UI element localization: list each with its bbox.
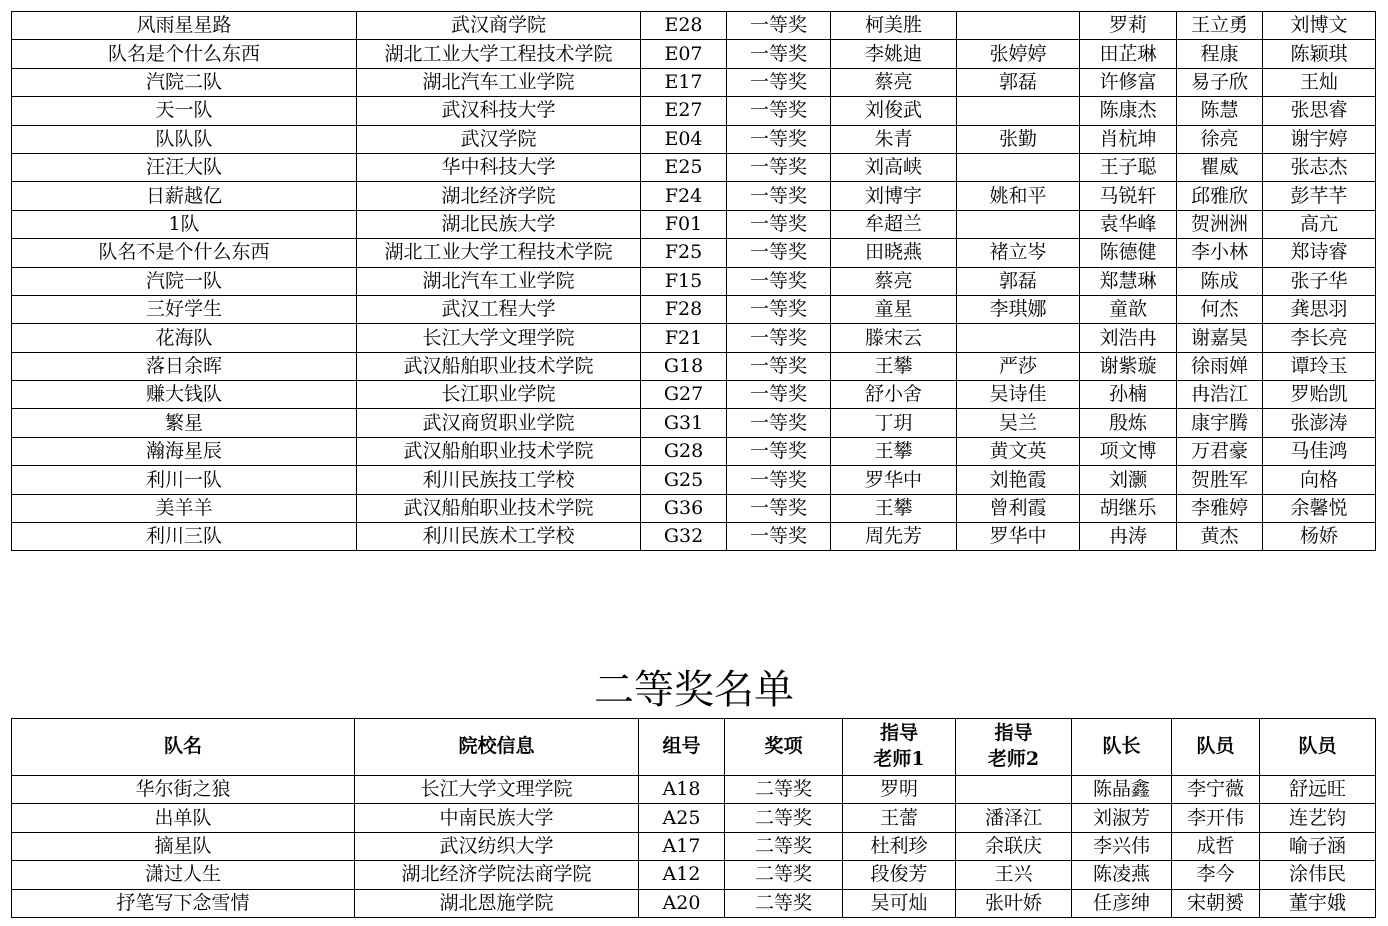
table-cell: 许修富 (1080, 68, 1177, 96)
table-cell: 曾利霞 (957, 494, 1080, 522)
table-cell: E28 (641, 12, 727, 40)
table-row (12, 466, 1376, 494)
column-header: 指导 老师1 (843, 719, 956, 776)
table-cell: 天一队 (12, 97, 357, 125)
table-row (12, 352, 1376, 380)
table-cell: G32 (641, 523, 727, 551)
table-cell: 冉浩江 (1177, 381, 1263, 409)
table-cell: 王蕾 (843, 804, 956, 832)
table-cell: 长江大学文理学院 (355, 776, 639, 804)
table-cell: F28 (641, 295, 727, 323)
table-cell: 牟超兰 (831, 210, 957, 238)
column-header: 组号 (639, 719, 725, 776)
table-cell: 余联庆 (956, 832, 1072, 860)
table-cell: 滕宋云 (831, 324, 957, 352)
table-cell: 马锐轩 (1080, 182, 1177, 210)
table-cell: 涂伟民 (1260, 861, 1376, 889)
table-cell: 王兴 (956, 861, 1072, 889)
table-cell: 武汉学院 (357, 125, 641, 153)
column-header: 奖项 (725, 719, 843, 776)
table-cell: 吴诗佳 (957, 381, 1080, 409)
table-cell: 徐亮 (1177, 125, 1263, 153)
table-cell: 张澎涛 (1263, 409, 1376, 437)
second-prize-body (12, 776, 1376, 918)
table-cell: 汽院一队 (12, 267, 357, 295)
table-row (12, 861, 1376, 889)
table-cell: 丁玥 (831, 409, 957, 437)
table-cell: 摘星队 (12, 832, 355, 860)
table-cell: 日薪越亿 (12, 182, 357, 210)
table-cell: 杨娇 (1263, 523, 1376, 551)
table-cell: 王立勇 (1177, 12, 1263, 40)
first-prize-body (12, 12, 1376, 551)
table-cell: 龚思羽 (1263, 295, 1376, 323)
table-cell: 赚大钱队 (12, 381, 357, 409)
table-row (12, 153, 1376, 181)
table-cell: 湖北汽车工业学院 (357, 267, 641, 295)
table-cell: 孙楠 (1080, 381, 1177, 409)
table-cell: F21 (641, 324, 727, 352)
table-cell: G36 (641, 494, 727, 522)
table-cell: 蔡亮 (831, 68, 957, 96)
table-cell: 一等奖 (727, 125, 831, 153)
table-row (12, 494, 1376, 522)
table-cell: 康宇腾 (1177, 409, 1263, 437)
table-cell: 向格 (1263, 466, 1376, 494)
table-cell: E04 (641, 125, 727, 153)
table-cell: 陈颖琪 (1263, 40, 1376, 68)
table-cell: 李今 (1172, 861, 1260, 889)
table-cell: 吴可灿 (843, 889, 956, 917)
table-cell: 出单队 (12, 804, 355, 832)
table-cell: 谭玲玉 (1263, 352, 1376, 380)
table-cell: 李长亮 (1263, 324, 1376, 352)
table-row (12, 437, 1376, 465)
table-cell: 张子华 (1263, 267, 1376, 295)
table-cell: 一等奖 (727, 97, 831, 125)
table-cell: 利川三队 (12, 523, 357, 551)
table-cell: 李宁薇 (1172, 776, 1260, 804)
table-cell: G27 (641, 381, 727, 409)
table-cell: 陈凌燕 (1072, 861, 1172, 889)
table-cell: F15 (641, 267, 727, 295)
table-cell: 一等奖 (727, 153, 831, 181)
table-row (12, 804, 1376, 832)
table-cell: 湖北民族大学 (357, 210, 641, 238)
table-cell: 一等奖 (727, 409, 831, 437)
table-cell: 陈慧 (1177, 97, 1263, 125)
column-header: 队员 (1260, 719, 1376, 776)
table-cell: 胡继乐 (1080, 494, 1177, 522)
table-cell: 武汉船舶职业技术学院 (357, 494, 641, 522)
table-cell: 湖北汽车工业学院 (357, 68, 641, 96)
table-row (12, 68, 1376, 96)
table-cell: 湖北恩施学院 (355, 889, 639, 917)
table-cell: 武汉商贸职业学院 (357, 409, 641, 437)
table-cell: 花海队 (12, 324, 357, 352)
table-cell: 张婷婷 (957, 40, 1080, 68)
first-prize-table (11, 11, 1376, 551)
table-cell: 朱青 (831, 125, 957, 153)
table-cell: 罗贻凯 (1263, 381, 1376, 409)
table-cell: 一等奖 (727, 324, 831, 352)
table-cell: 湖北工业大学工程技术学院 (357, 239, 641, 267)
table-cell: 童星 (831, 295, 957, 323)
table-cell: 徐雨婵 (1177, 352, 1263, 380)
table-cell: 王子聪 (1080, 153, 1177, 181)
table-cell: A18 (639, 776, 725, 804)
table-cell: E25 (641, 153, 727, 181)
table-row (12, 409, 1376, 437)
table-cell: 一等奖 (727, 210, 831, 238)
second-prize-table (11, 718, 1376, 918)
table-cell: E07 (641, 40, 727, 68)
table-cell: F01 (641, 210, 727, 238)
table-cell: 郑诗睿 (1263, 239, 1376, 267)
table-cell: 马佳鸿 (1263, 437, 1376, 465)
table-cell: 罗华中 (831, 466, 957, 494)
column-header: 队员 (1172, 719, 1260, 776)
column-header: 队名 (12, 719, 355, 776)
table-cell: 李开伟 (1172, 804, 1260, 832)
table-cell: 陈成 (1177, 267, 1263, 295)
table-cell: 华尔街之狼 (12, 776, 355, 804)
table-cell: 袁华峰 (1080, 210, 1177, 238)
table-cell: 李兴伟 (1072, 832, 1172, 860)
table-cell: 刘淑芳 (1072, 804, 1172, 832)
table-cell: 一等奖 (727, 523, 831, 551)
table-row (12, 324, 1376, 352)
table-row (12, 97, 1376, 125)
table-cell: 刘灏 (1080, 466, 1177, 494)
column-header: 队长 (1072, 719, 1172, 776)
table-cell: E27 (641, 97, 727, 125)
table-cell: 美羊羊 (12, 494, 357, 522)
table-cell: 肖杭坤 (1080, 125, 1177, 153)
table-cell: 周先芳 (831, 523, 957, 551)
table-cell: 陈康杰 (1080, 97, 1177, 125)
table-cell: 项文博 (1080, 437, 1177, 465)
table-cell: 湖北经济学院 (357, 182, 641, 210)
table-cell: 万君豪 (1177, 437, 1263, 465)
table-cell: 长江大学文理学院 (357, 324, 641, 352)
table-cell: 舒小舍 (831, 381, 957, 409)
table-cell: 一等奖 (727, 239, 831, 267)
table-cell: 李小林 (1177, 239, 1263, 267)
table-cell: 1队 (12, 210, 357, 238)
table-cell: 舒远旺 (1260, 776, 1376, 804)
table-cell: 冉涛 (1080, 523, 1177, 551)
table-cell: 一等奖 (727, 267, 831, 295)
table-cell: A12 (639, 861, 725, 889)
table-cell: 队名不是个什么东西 (12, 239, 357, 267)
table-cell: 抒笔写下念雪情 (12, 889, 355, 917)
table-cell: 蔡亮 (831, 267, 957, 295)
table-cell: 任彦绅 (1072, 889, 1172, 917)
table-cell: 长江职业学院 (357, 381, 641, 409)
table-cell: 二等奖 (725, 804, 843, 832)
table-cell: 瀚海星辰 (12, 437, 357, 465)
table-cell: 殷炼 (1080, 409, 1177, 437)
table-cell: 田芷琳 (1080, 40, 1177, 68)
table-cell: 易子欣 (1177, 68, 1263, 96)
table-cell: F24 (641, 182, 727, 210)
table-cell: 一等奖 (727, 295, 831, 323)
table-cell: 余馨悦 (1263, 494, 1376, 522)
table-cell: 刘博文 (1263, 12, 1376, 40)
table-cell: 连艺钧 (1260, 804, 1376, 832)
table-cell: 童歆 (1080, 295, 1177, 323)
table-cell: G25 (641, 466, 727, 494)
table-cell: 宋朝赟 (1172, 889, 1260, 917)
table-cell: 一等奖 (727, 68, 831, 96)
table-cell (957, 97, 1080, 125)
table-cell: 武汉船舶职业技术学院 (357, 437, 641, 465)
table-cell: 邱雅欣 (1177, 182, 1263, 210)
table-cell: 吴兰 (957, 409, 1080, 437)
table-cell: 繁星 (12, 409, 357, 437)
table-cell: 董宇娥 (1260, 889, 1376, 917)
table-cell: A20 (639, 889, 725, 917)
table-cell: A25 (639, 804, 725, 832)
table-cell: 段俊芳 (843, 861, 956, 889)
table-cell: 利川民族技工学校 (357, 466, 641, 494)
table-cell: 褚立岑 (957, 239, 1080, 267)
table-row (12, 295, 1376, 323)
table-cell: 一等奖 (727, 494, 831, 522)
table-row (12, 210, 1376, 238)
table-cell: 瞿威 (1177, 153, 1263, 181)
table-cell: 黄文英 (957, 437, 1080, 465)
table-cell: 郑慧琳 (1080, 267, 1177, 295)
table-cell: 刘俊武 (831, 97, 957, 125)
table-cell: 二等奖 (725, 889, 843, 917)
table-cell: 杜利珍 (843, 832, 956, 860)
table-cell: 武汉船舶职业技术学院 (357, 352, 641, 380)
table-cell: 彭芊芊 (1263, 182, 1376, 210)
table-cell (957, 153, 1080, 181)
table-cell: 程康 (1177, 40, 1263, 68)
table-cell: 汽院二队 (12, 68, 357, 96)
table-cell: 一等奖 (727, 381, 831, 409)
table-row (12, 125, 1376, 153)
table-row (12, 239, 1376, 267)
table-cell: 刘浩冉 (1080, 324, 1177, 352)
table-cell: 郭磊 (957, 267, 1080, 295)
table-row (12, 182, 1376, 210)
table-cell: 刘高峡 (831, 153, 957, 181)
table-cell: 汪汪大队 (12, 153, 357, 181)
table-cell: 柯美胜 (831, 12, 957, 40)
table-cell: 一等奖 (727, 12, 831, 40)
table-cell: 中南民族大学 (355, 804, 639, 832)
table-cell: 潘泽江 (956, 804, 1072, 832)
table-cell: 姚和平 (957, 182, 1080, 210)
table-cell (957, 324, 1080, 352)
table-cell: 王攀 (831, 494, 957, 522)
table-cell: 贺洲洲 (1177, 210, 1263, 238)
table-cell: E17 (641, 68, 727, 96)
table-cell: G18 (641, 352, 727, 380)
table-cell: 李雅婷 (1177, 494, 1263, 522)
table-cell: 张思睿 (1263, 97, 1376, 125)
table-cell: 湖北工业大学工程技术学院 (357, 40, 641, 68)
table-cell: 一等奖 (727, 466, 831, 494)
table-row (12, 267, 1376, 295)
table-cell: 郭磊 (957, 68, 1080, 96)
table-cell: A17 (639, 832, 725, 860)
table-cell: 张勤 (957, 125, 1080, 153)
table-cell: 二等奖 (725, 832, 843, 860)
table-row (12, 381, 1376, 409)
table-row (12, 889, 1376, 917)
second-prize-title: 二等奖名单 (594, 667, 794, 713)
table-cell: 王攀 (831, 437, 957, 465)
table-cell: 一等奖 (727, 352, 831, 380)
table-cell: 队名是个什么东西 (12, 40, 357, 68)
table-cell: 陈德健 (1080, 239, 1177, 267)
table-cell: 李琪娜 (957, 295, 1080, 323)
table-cell (957, 210, 1080, 238)
table-cell: 二等奖 (725, 776, 843, 804)
table-cell: 王灿 (1263, 68, 1376, 96)
table-cell: 严莎 (957, 352, 1080, 380)
table-cell: F25 (641, 239, 727, 267)
table-cell: 武汉纺织大学 (355, 832, 639, 860)
table-cell: 利川一队 (12, 466, 357, 494)
table-cell: G28 (641, 437, 727, 465)
table-cell: 刘博宇 (831, 182, 957, 210)
table-cell: 武汉科技大学 (357, 97, 641, 125)
second-prize-header-row (12, 719, 1376, 776)
table-cell: 罗华中 (957, 523, 1080, 551)
table-cell: 刘艳霞 (957, 466, 1080, 494)
table-cell: 张志杰 (1263, 153, 1376, 181)
table-row (12, 776, 1376, 804)
table-row (12, 12, 1376, 40)
table-cell: 谢宇婷 (1263, 125, 1376, 153)
table-cell: 湖北经济学院法商学院 (355, 861, 639, 889)
table-cell: 队队队 (12, 125, 357, 153)
table-cell: 喻子涵 (1260, 832, 1376, 860)
table-cell (957, 12, 1080, 40)
table-cell: 一等奖 (727, 182, 831, 210)
table-cell: 一等奖 (727, 437, 831, 465)
table-cell: 田晓燕 (831, 239, 957, 267)
table-cell: 三好学生 (12, 295, 357, 323)
table-cell: 陈晶鑫 (1072, 776, 1172, 804)
table-cell: 高亢 (1263, 210, 1376, 238)
table-cell: 落日余晖 (12, 352, 357, 380)
table-cell (956, 776, 1072, 804)
table-cell: 风雨星星路 (12, 12, 357, 40)
table-cell: 华中科技大学 (357, 153, 641, 181)
table-cell: 黄杰 (1177, 523, 1263, 551)
table-cell: 李姚迪 (831, 40, 957, 68)
table-row (12, 40, 1376, 68)
table-cell: G31 (641, 409, 727, 437)
table-cell: 一等奖 (727, 40, 831, 68)
table-cell: 王攀 (831, 352, 957, 380)
table-cell: 罗明 (843, 776, 956, 804)
table-cell: 二等奖 (725, 861, 843, 889)
table-cell: 谢嘉昊 (1177, 324, 1263, 352)
table-cell: 利川民族术工学校 (357, 523, 641, 551)
column-header: 指导 老师2 (956, 719, 1072, 776)
column-header: 院校信息 (355, 719, 639, 776)
table-cell: 武汉商学院 (357, 12, 641, 40)
table-cell: 贺胜军 (1177, 466, 1263, 494)
table-row (12, 523, 1376, 551)
table-cell: 成哲 (1172, 832, 1260, 860)
table-cell: 罗莉 (1080, 12, 1177, 40)
table-cell: 何杰 (1177, 295, 1263, 323)
table-row (12, 832, 1376, 860)
table-cell: 武汉工程大学 (357, 295, 641, 323)
table-cell: 张叶娇 (956, 889, 1072, 917)
table-cell: 谢紫璇 (1080, 352, 1177, 380)
table-cell: 潇过人生 (12, 861, 355, 889)
